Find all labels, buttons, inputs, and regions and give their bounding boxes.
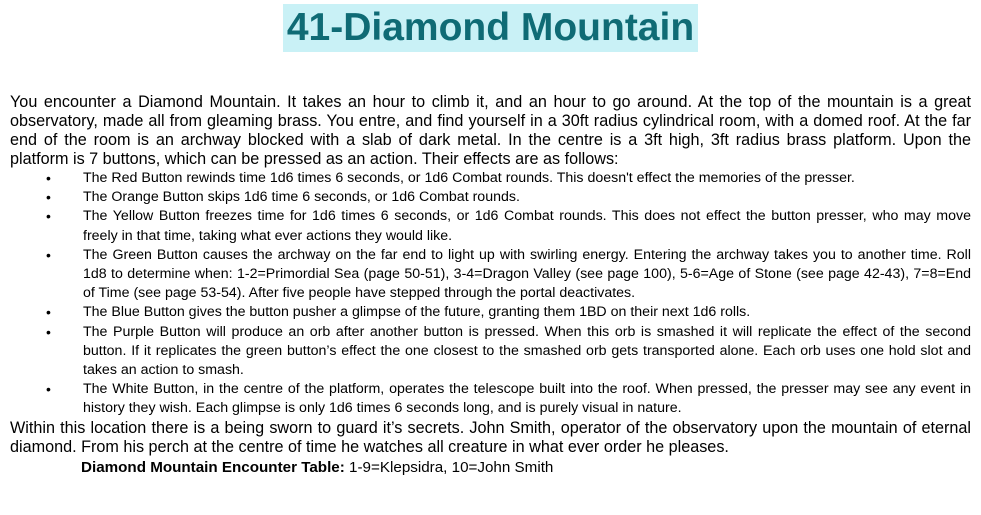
button-effects-list — [10, 169, 971, 419]
effect-purple-button — [46, 323, 971, 381]
effect-text: The White Button, in the centre of the platform, operates the telescope built into the roof. When pressed, the presser may see any event in history they wish. Each glimpse is only 1d6 times 6 seconds long, and is purely visual in nature. — [83, 381, 971, 417]
document-body — [10, 93, 971, 477]
effect-text: The Blue Button gives the button pusher a glimpse of the future, granting them 1BD on their next 1d6 rolls. — [83, 304, 751, 321]
effect-green-button — [46, 246, 971, 304]
effect-text: The Yellow Button freezes time for 1d6 times 6 seconds, or 1d6 Combat rounds. This does not effect the button presser, who may move freely in that time, taking what ever actions they would like. — [83, 208, 971, 244]
page-title: 41-Diamond Mountain — [283, 4, 698, 52]
effect-white-button — [46, 380, 971, 418]
bullet-icon: • — [46, 381, 51, 398]
intro-paragraph: You encounter a Diamond Mountain. It takes an hour to climb it, and an hour to go around. At the top of the mountain is a great observatory, made all from gleaming brass. You entre, and find yourself in a 30ft radius cylindrical room, with a domed roof. At the far end of the room is an archway blocked with a slab of dark metal. In the centre is a 3ft high, 3ft radius brass platform. Upon the platform is 7 buttons, which can be pressed as an action. Their effects are as follows: — [10, 93, 971, 168]
title-container — [0, 4, 981, 52]
bullet-icon: • — [46, 323, 51, 340]
bullet-icon: • — [46, 208, 51, 225]
effect-yellow-button — [46, 207, 971, 245]
bullet-icon: • — [46, 246, 51, 263]
effect-red-button — [46, 169, 971, 188]
bullet-icon: • — [46, 304, 51, 321]
encounter-table-entries: 1-9=Klepsidra, 10=John Smith — [349, 458, 554, 476]
effect-orange-button — [46, 188, 971, 207]
outro-paragraph: Within this location there is a being sworn to guard it’s secrets. John Smith, operator of the observatory upon the mountain of eternal diamond. From his perch at the centre of time he watches all creature in what ever order he pleases. — [10, 418, 971, 457]
encounter-table-label: Diamond Mountain Encounter Table: — [81, 458, 345, 476]
effect-text: The Red Button rewinds time 1d6 times 6 seconds, or 1d6 Combat rounds. This doesn't effect the memories of the presser. — [83, 170, 855, 186]
effect-text: The Purple Button will produce an orb after another button is pressed. When this orb is smashed it will replicate the effect of the second button. If it replicates the green button’s effect the one closest to the smashed orb gets transported alone. Each orb uses one hold slot and takes an action to smash. — [83, 323, 971, 379]
bullet-icon: • — [46, 170, 51, 186]
encounter-table — [81, 458, 971, 477]
effect-text: The Green Button causes the archway on the far end to light up with swirling energy. Entering the archway takes you to another time. Roll 1d8 to determine when: 1-2=Primordial Sea (page 50-51), 3-4=Dragon Valley (see page 100), 5-6=Age of Stone (see page 42-43), 7=8=End of Time (see page 53-54). After five people have stepped through the portal deactivates. — [83, 246, 971, 302]
bullet-icon: • — [46, 189, 51, 206]
effect-text: The Orange Button skips 1d6 time 6 seconds, or 1d6 Combat rounds. — [83, 189, 520, 206]
effect-blue-button — [46, 303, 971, 322]
